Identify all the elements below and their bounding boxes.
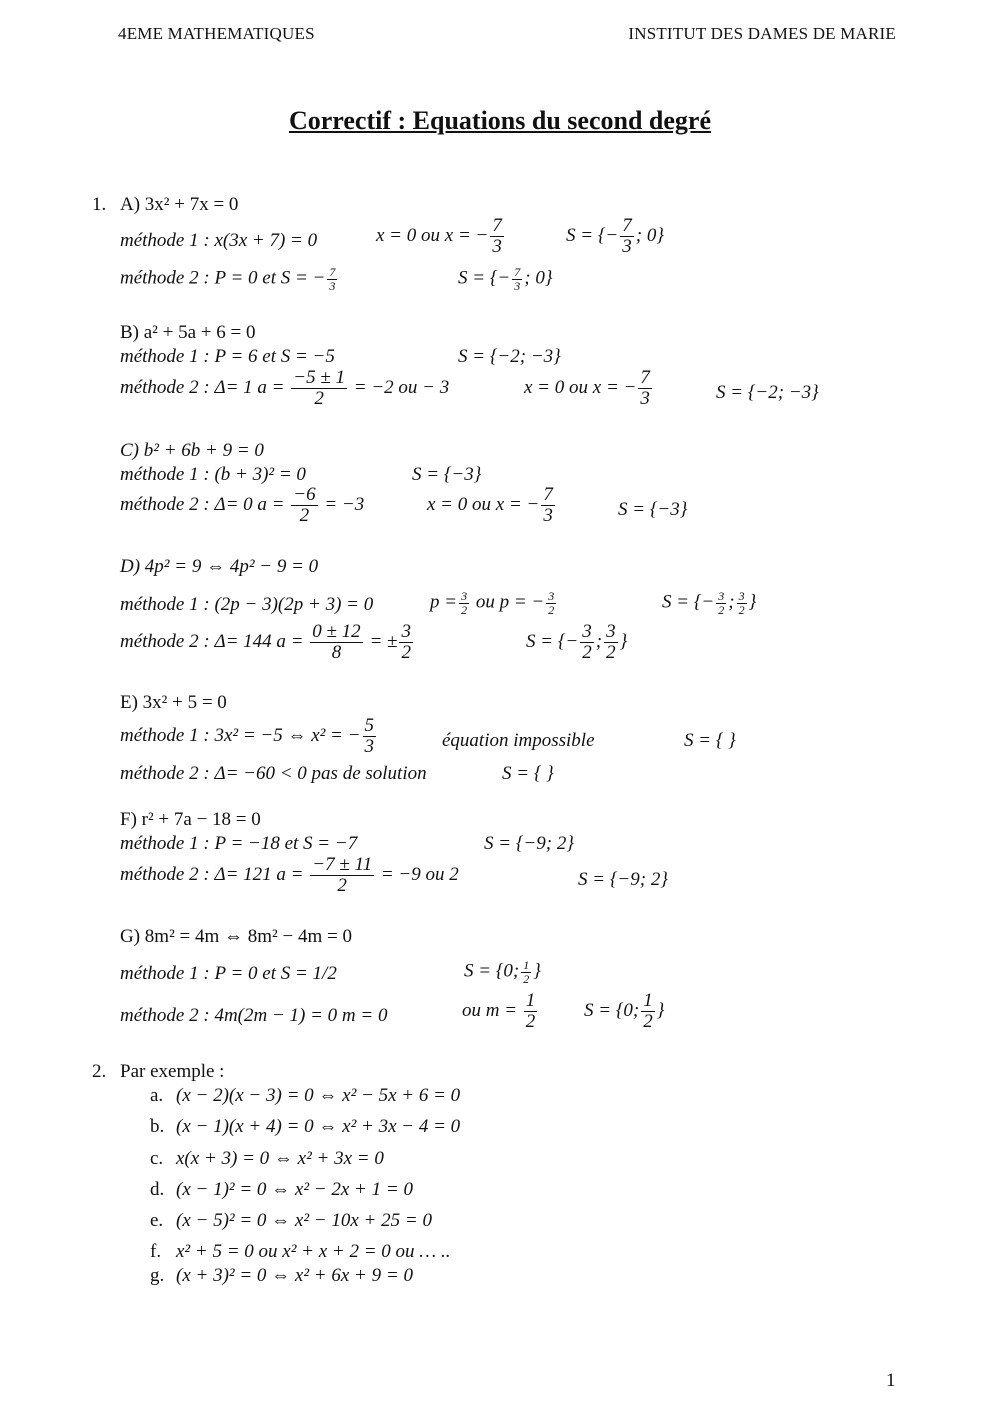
eq-a: A) 3x² + 7x = 0 [120,194,239,215]
eq-g: G) 8m² = 4m ⇔ 8m² − 4m = 0 [120,926,352,947]
page-title: Correctif : Equations du second degré [288,106,711,135]
list-item: g. (x + 3)² = 0 ⇔ x² + 6x + 9 = 0 [150,1265,413,1286]
eq-b: B) a² + 5a + 6 = 0 [120,322,256,343]
list-item: e. (x − 5)² = 0 ⇔ x² − 10x + 25 = 0 [150,1210,432,1231]
eq-f: F) r² + 7a − 18 = 0 [120,809,261,830]
list-item: f. x² + 5 = 0 ou x² + x + 2 = 0 ou … .. [150,1241,451,1262]
list-item: b. (x − 1)(x + 4) = 0 ⇔ x² + 3x − 4 = 0 [150,1116,461,1137]
section-2-number: 2. [92,1061,107,1082]
list-item: d. (x − 1)² = 0 ⇔ x² − 2x + 1 = 0 [150,1179,413,1200]
list-item: c. x(x + 3) = 0 ⇔ x² + 3x = 0 [150,1148,384,1169]
page-number: 1 [886,1370,896,1391]
header-left: 4EME MATHEMATIQUES [118,24,315,43]
eq-c: C) b² + 6b + 9 = 0 [120,440,264,461]
eq-d: D) 4p² = 9 ⇔ 4p² − 9 = 0 [120,556,319,577]
list-item: a. (x − 2)(x − 3) = 0 ⇔ x² − 5x + 6 = 0 [150,1085,461,1106]
header-right: INSTITUT DES DAMES DE MARIE [628,24,896,43]
section-2-intro: Par exemple : [120,1061,225,1082]
section-1-number: 1. [92,194,107,215]
eq-e: E) 3x² + 5 = 0 [120,692,227,713]
